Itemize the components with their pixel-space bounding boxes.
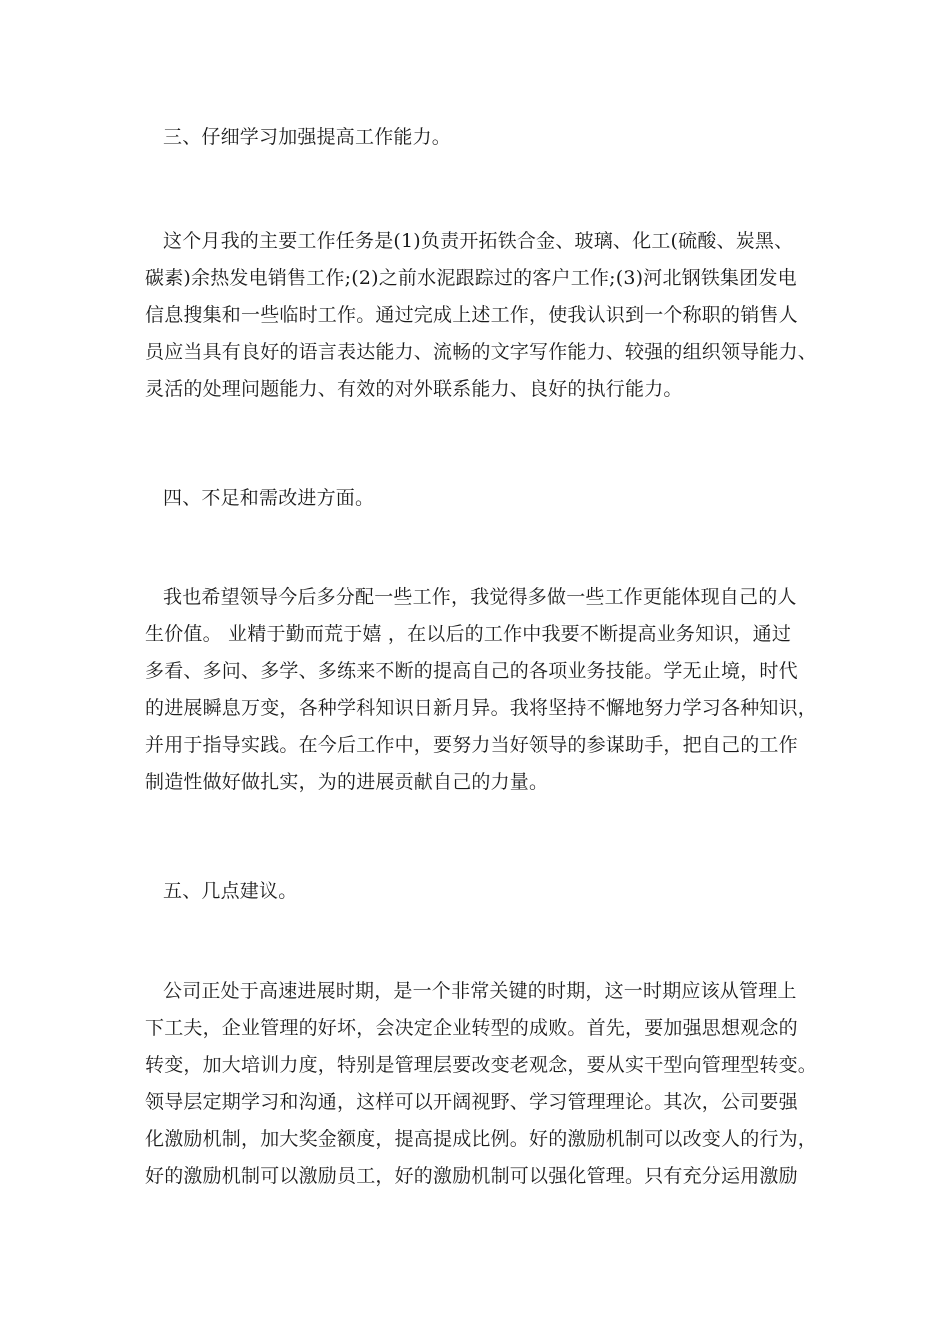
paragraph-line: 我也希望领导今后多分配一些工作，我觉得多做一些工作更能体现自己的人 [163,586,797,608]
paragraph-line: 这个月我的主要工作任务是(1)负责开拓铁合金、玻璃、化工(硫酸、炭黑、 [163,230,794,252]
paragraph-line: 信息搜集和一些临时工作。通过完成上述工作，使我认识到一个称职的销售人 [145,304,798,326]
paragraph-line: 公司正处于高速进展时期，是一个非常关键的时期，这一时期应该从管理上 [163,980,797,1002]
paragraph-line: 并用于指导实践。在今后工作中，要努力当好领导的参谋助手，把自己的工作 [145,734,798,756]
section-5-paragraph [145,976,818,1198]
paragraph-line: 领导层定期学习和沟通，这样可以开阔视野、学习管理理论。其次，公司要强 [145,1091,798,1113]
paragraph-line: 多看、多问、多学、多练来不断的提高自己的各项业务技能。学无止境，时代 [145,660,798,682]
paragraph-line: 生价值。 业精于勤而荒于嬉 ，在以后的工作中我要不断提高业务知识，通过 [145,623,792,645]
paragraph-line: 化激励机制，加大奖金额度，提高提成比例。好的激励机制可以改变人的行为， [145,1128,818,1150]
paragraph-line: 好的激励机制可以激励员工，好的激励机制可以强化管理。只有充分运用激励 [145,1165,798,1187]
paragraph-line: 碳素)余热发电销售工作;(2)之前水泥跟踪过的客户工作;(3)河北钢铁集团发电 [145,267,797,289]
paragraph-line: 转变，加大培训力度，特别是管理层要改变老观念，要从实干型向管理型转变。 [145,1054,818,1076]
section-3-heading: 三、仔细学习加强提高工作能力。 [163,126,452,148]
paragraph-line: 员应当具有良好的语言表达能力、流畅的文字写作能力、较强的组织领导能力、 [145,341,818,363]
paragraph-line: 灵活的处理问题能力、有效的对外联系能力、良好的执行能力。 [145,378,683,400]
paragraph-line: 制造性做好做扎实，为的进展贡献自己的力量。 [145,771,549,793]
section-3-paragraph [145,226,818,411]
section-4-heading: 四、不足和需改进方面。 [163,487,375,509]
section-5-heading: 五、几点建议。 [163,880,298,902]
section-4-paragraph [145,582,818,804]
paragraph-line: 下工夫，企业管理的好坏，会决定企业转型的成败。首先，要加强思想观念的 [145,1017,798,1039]
paragraph-line: 的进展瞬息万变，各种学科知识日新月异。我将坚持不懈地努力学习各种知识， [145,697,818,719]
